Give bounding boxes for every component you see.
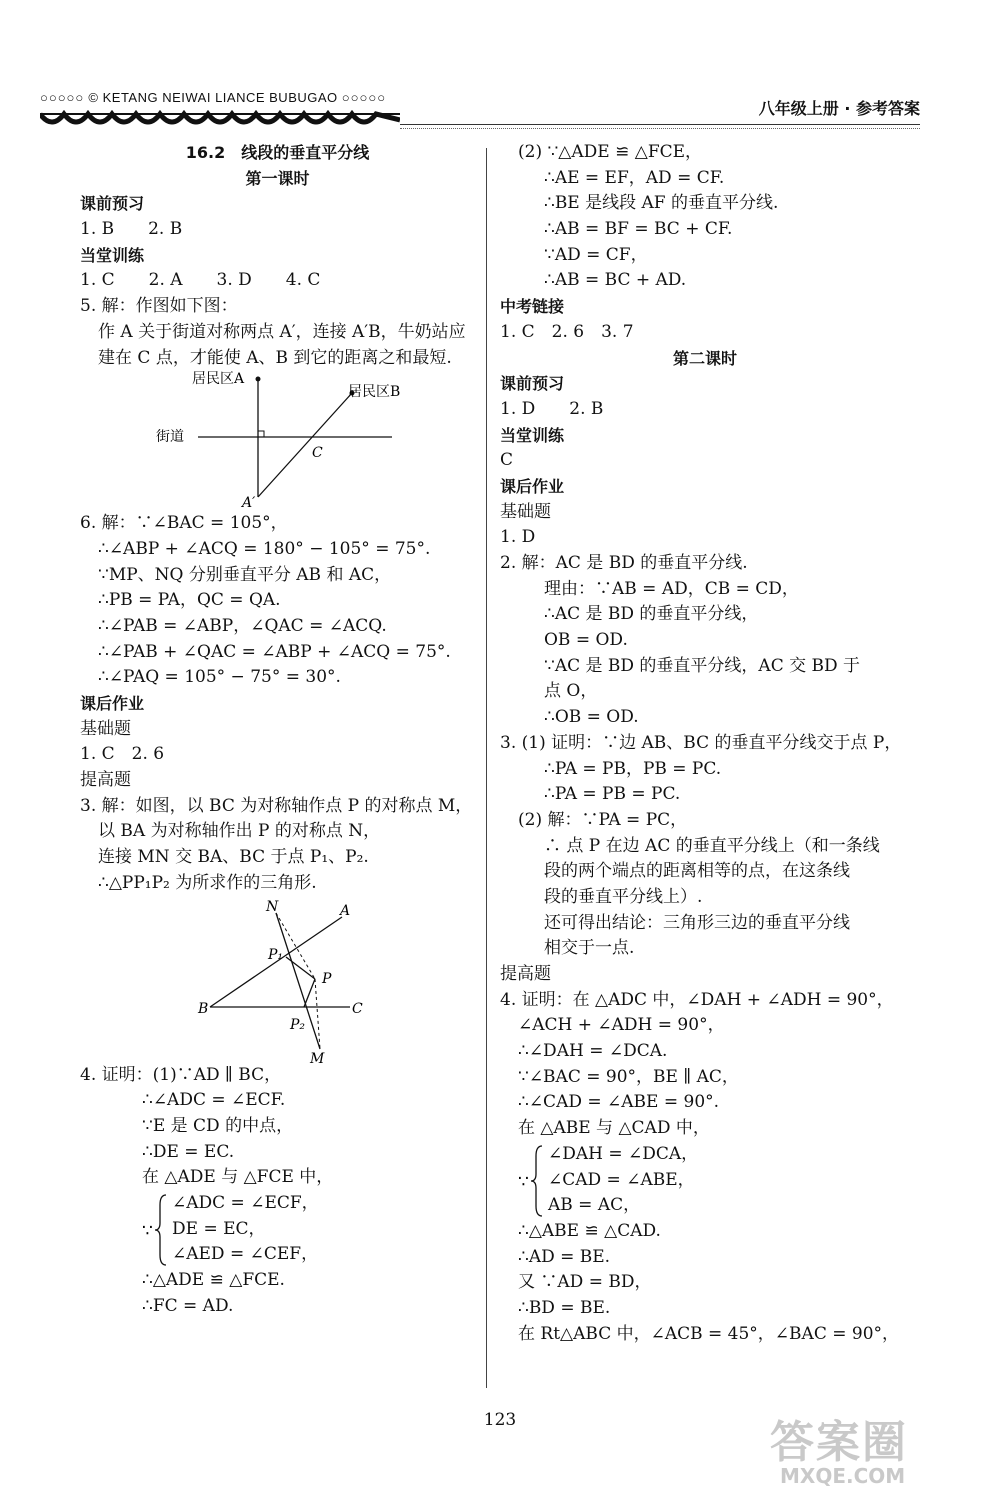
q3-line: (2) 解：∵PA = PC，: [518, 809, 688, 830]
basic-heading: 基础题: [500, 501, 551, 522]
label-street: 街道: [156, 429, 184, 446]
label-residential-a: 居民区A: [192, 371, 245, 388]
q3-line: ∴PA = PB = PC.: [544, 784, 681, 805]
preview-answers: 1. B 2. B: [80, 219, 183, 240]
q3-line: ∴△PP₁P₂ 为所求作的三角形.: [98, 872, 317, 893]
q4-line: ∴DE = EC.: [142, 1141, 235, 1162]
left-column: [80, 140, 475, 1319]
header-dots-right: ○○○○○: [341, 90, 387, 105]
q4-line: ∴△ADE ≌ △FCE.: [142, 1270, 285, 1290]
label-point-a: A: [340, 902, 351, 919]
class-heading: 当堂训练: [80, 245, 145, 265]
preview-heading: 课前预习: [80, 194, 145, 214]
q2-line: OB = OD.: [544, 630, 628, 651]
q4-line: 在 △ABE 与 △CAD 中，: [518, 1118, 710, 1139]
q4-line: ∴∠ADC = ∠ECF.: [142, 1090, 286, 1111]
r-line: ∴AB = BC + AD.: [544, 270, 687, 291]
q5-line: 作 A 关于街道对称两点 A′，连接 A′B，牛奶站应: [98, 321, 466, 342]
q4-line: 4. 证明：在 △ADC 中，∠DAH + ∠ADH = 90°，: [500, 989, 894, 1010]
label-point-n: N: [266, 898, 279, 915]
right-angle-mark: [258, 431, 264, 437]
brace-icon: [142, 1191, 170, 1269]
q3-line: 以 BA 为对称轴作出 P 的对称点 N，: [98, 821, 381, 842]
q3-line: ∴ 点 P 在边 AC 的垂直平分线上（和一条线: [544, 835, 880, 856]
q4-line: ∠ACH + ∠ADH = 90°，: [518, 1015, 725, 1036]
header-series-title: [40, 90, 386, 105]
q6-line: ∵MP、NQ 分别垂直平分 AB 和 AC，: [98, 564, 392, 585]
q3-line: 相交于一点.: [544, 938, 635, 959]
q4-brace-line: ∠DAH = ∠DCA，: [548, 1143, 699, 1164]
q6-line: ∴∠PAQ = 105° − 75° = 30°.: [98, 667, 341, 688]
basic-heading: 基础题: [80, 718, 131, 739]
page-header: [40, 84, 920, 134]
q4-brace-line: ∠ADC = ∠ECF，: [172, 1192, 319, 1213]
q6-line: ∴∠PAB + ∠QAC = ∠ABP + ∠ACQ = 75°.: [98, 641, 451, 662]
header-rule-dotted: [400, 128, 920, 129]
q4-line: 在 △ADE 与 △FCE 中，: [142, 1167, 334, 1188]
homework-heading: 课后作业: [80, 694, 145, 713]
q4-brace-line: AB = AC，: [548, 1195, 641, 1216]
basic-answers: 1. C 2. 6: [80, 744, 165, 765]
watermark-url: MXQE.COM: [780, 1464, 906, 1488]
svg-text:∵: ∵: [142, 1220, 153, 1241]
q2-line: ∴OB = OD.: [544, 707, 639, 728]
r-line: (2) ∵△ADE ≌ △FCE，: [518, 142, 703, 162]
label-point-m: M: [310, 1050, 325, 1063]
r-line: ∵AD = CF，: [544, 244, 648, 265]
q5-line: 5. 解：作图如下图：: [80, 296, 238, 317]
header-dots-left: ○○○○○: [40, 90, 85, 105]
q3-line: 3. 解：如图，以 BC 为对称轴作点 P 的对称点 M，: [80, 795, 473, 816]
q6-line: ∴∠PAB = ∠ABP，∠QAC = ∠ACQ.: [98, 615, 387, 636]
q2-line: 理由：∵AB = AD，CB = CD，: [544, 578, 799, 599]
q4-line: 4. 证明：(1)∵AD ∥ BC，: [80, 1064, 282, 1085]
point-a: [256, 377, 261, 382]
segment-p-p2: [304, 979, 315, 1007]
lesson-title-2: 第二课时: [672, 348, 737, 368]
class-answers: 1. C 2. A 3. D 4. C: [80, 270, 321, 291]
q3-line: 还可得出结论：三角形三边的垂直平分线: [544, 912, 850, 933]
q3-line: 段的垂直平分线上）.: [544, 886, 703, 907]
q4-line: 又 ∵AD = BD，: [518, 1272, 652, 1293]
exam-link-answers: 1. C 2. 6 3. 7: [500, 321, 634, 342]
basic-answers: 1. D: [500, 527, 536, 548]
segment-p1-p: [286, 957, 315, 979]
watermark-text: 答案圈: [770, 1417, 908, 1468]
label-point-p2: P₂: [290, 1016, 306, 1033]
header-mark-icon: ©: [88, 90, 99, 105]
q6-line: ∴∠ABP + ∠ACQ = 180° − 105° = 75°.: [98, 538, 431, 559]
q4-brace-line: DE = EC，: [172, 1218, 266, 1239]
q4-line: ∴BD = BE.: [518, 1297, 611, 1318]
q6-line: 6. 解：∵∠BAC = 105°，: [80, 513, 288, 534]
class-answers: C: [500, 450, 514, 471]
q4-line: ∴∠DAH = ∠DCA.: [518, 1041, 668, 1062]
line-a-prime-to-b: [258, 393, 352, 497]
exam-link-heading: 中考链接: [500, 297, 565, 317]
header-rule: [400, 124, 920, 125]
header-book-title: 八年级上册 · 参考答案: [758, 99, 920, 118]
right-column: [500, 140, 910, 1347]
q3-line: 连接 MN 交 BA、BC 于点 P₁、P₂.: [98, 847, 369, 868]
q4-line: ∴FC = AD.: [142, 1295, 234, 1316]
dashed-p-m: [315, 979, 320, 1049]
label-point-c: C: [312, 445, 323, 462]
svg-text:∵: ∵: [518, 1171, 529, 1192]
q5-line: 建在 C 点，才能使 A、B 到它的距离之和最短.: [98, 347, 452, 368]
q4-line: ∴AD = BE.: [518, 1246, 611, 1267]
q4-brace-line: ∠AED = ∠CEF，: [172, 1244, 319, 1265]
advanced-heading: 提高题: [500, 964, 551, 984]
class-heading: 当堂训练: [500, 425, 565, 445]
r-line: ∴AE = EF，AD = CF.: [544, 167, 725, 188]
label-point-b: B: [198, 1000, 209, 1017]
q4-brace-group: [80, 1191, 475, 1268]
advanced-heading: 提高题: [80, 770, 131, 791]
q3-line: 段的两个端点的距离相等的点，在这条线: [544, 861, 850, 882]
header-decorative-band: [40, 110, 400, 132]
lesson-title-1: 第一课时: [245, 168, 310, 188]
q6-line: ∴PB = PA，QC = QA.: [98, 590, 281, 611]
label-point-c: C: [352, 1000, 363, 1017]
q2-line: ∵AC 是 BD 的垂直平分线，AC 交 BD 于: [544, 655, 861, 676]
q4-line: 在 Rt△ABC 中，∠ACB = 45°，∠BAC = 90°，: [518, 1323, 900, 1344]
q3-line: ∴PA = PB，PB = PC.: [544, 758, 722, 779]
section-title: 16.2 线段的垂直平分线: [185, 143, 370, 162]
q4-line: ∴△ABE ≌ △CAD.: [518, 1220, 661, 1241]
label-point-p: P: [322, 970, 332, 987]
header-series-text: KETANG NEIWAI LIANCE BUBUGAO: [102, 90, 338, 105]
label-residential-b: 居民区B: [348, 384, 401, 401]
column-divider: [486, 148, 487, 1388]
watermark-logo: [770, 1406, 980, 1486]
q4-line: ∵∠BAC = 90°，BE ∥ AC，: [518, 1066, 739, 1087]
preview-heading: 课前预习: [500, 374, 565, 394]
q2-line: 点 O，: [544, 681, 598, 702]
dashed-n-p: [276, 913, 315, 979]
brace-icon: [518, 1142, 546, 1220]
figure-street-reflection: [80, 371, 475, 511]
q4-line: ∴∠CAD = ∠ABE = 90°.: [518, 1092, 720, 1113]
homework-heading: 课后作业: [500, 476, 565, 496]
preview-answers: 1. D 2. B: [500, 398, 604, 419]
q3-line: 3. (1) 证明：∵边 AB、BC 的垂直平分线交于点 P，: [500, 732, 902, 753]
q4-brace-line: ∠CAD = ∠ABE，: [548, 1169, 695, 1190]
q4-brace-group: [500, 1142, 910, 1219]
r-line: ∴AB = BF = BC + CF.: [544, 219, 733, 240]
q4-line: ∵E 是 CD 的中点，: [142, 1115, 294, 1136]
label-point-p1: P₁: [268, 946, 284, 963]
label-point-a-prime: A′: [242, 495, 256, 512]
q2-line: 2. 解：AC 是 BD 的垂直平分线.: [500, 553, 748, 573]
page-number: 123: [483, 1410, 517, 1430]
q2-line: ∴AC 是 BD 的垂直平分线，: [544, 604, 759, 625]
figure-triangle-reflection: [80, 897, 475, 1063]
r-line: ∴BE 是线段 AF 的垂直平分线.: [544, 193, 779, 214]
